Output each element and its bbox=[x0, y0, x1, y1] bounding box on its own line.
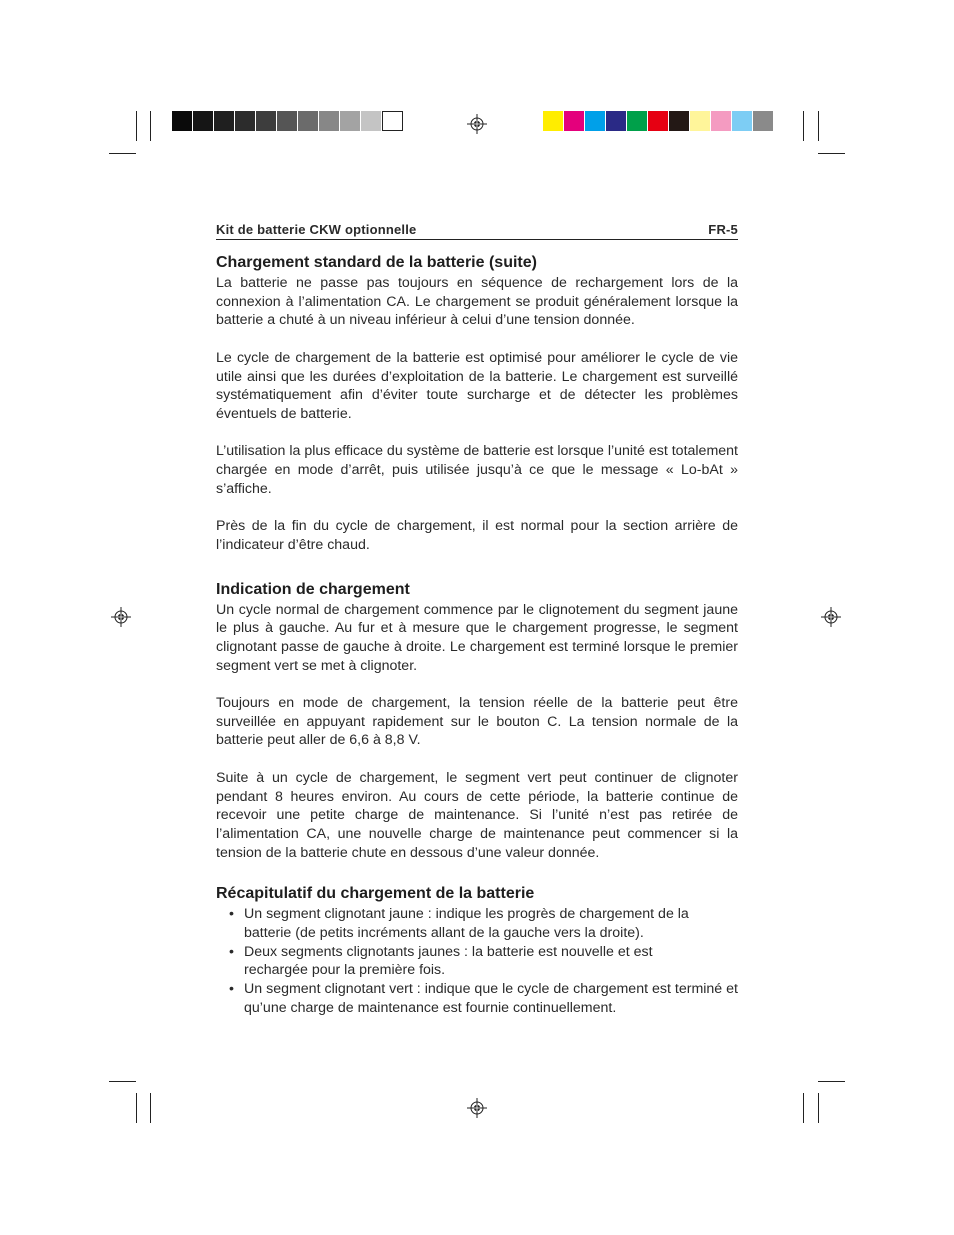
grayscale-swatch bbox=[193, 111, 214, 131]
paragraph: L’utilisation la plus efficace du système de batterie est lorsque l’unité est totalement chargée en mode d’arrêt, puis utilisée jusqu’à ce que le message « Lo-bAt » s’affiche. bbox=[216, 443, 738, 497]
color-swatch bbox=[564, 111, 585, 131]
grayscale-swatch bbox=[382, 111, 403, 131]
paragraph: Un cycle normal de chargement commence par le clignotement du segment jaune le plus à gauche. Au fur et à mesure que le chargement progresse, le segment clignotant passe de gauche à droite. Le chargement est terminé lorsque le premier segment vert se met à clignoter. bbox=[216, 601, 738, 674]
crop-mark bbox=[803, 1093, 804, 1123]
registration-mark-icon bbox=[111, 607, 131, 627]
color-swatch bbox=[732, 111, 753, 131]
page-number: FR-5 bbox=[708, 222, 738, 237]
color-calibration-bar bbox=[543, 111, 774, 131]
grayscale-swatch bbox=[277, 111, 298, 131]
paragraph: Près de la fin du cycle de chargement, il est normal pour la section arrière de l’indicateur d’être chaud. bbox=[216, 518, 738, 553]
crop-mark bbox=[818, 153, 845, 154]
crop-mark bbox=[803, 111, 804, 141]
list-item: • Deux segments clignotants jaunes : la batterie est nouvelle et est rechargée pour la première fois. bbox=[216, 943, 738, 980]
running-header bbox=[216, 221, 738, 240]
crop-mark bbox=[818, 1093, 819, 1123]
section-heading: Récapitulatif du chargement de la batterie bbox=[216, 885, 535, 903]
grayscale-swatch bbox=[298, 111, 319, 131]
color-swatch bbox=[585, 111, 606, 131]
grayscale-swatch bbox=[256, 111, 277, 131]
paragraph: Toujours en mode de chargement, la tension réelle de la batterie peut être surveillée en appuyant rapidement sur le bouton C. La tension normale de la batterie peut aller de 6,6 à 8,8 V. bbox=[216, 695, 738, 749]
section-heading: Chargement standard de la batterie (suite) bbox=[216, 254, 537, 271]
grayscale-calibration-bar bbox=[172, 111, 403, 131]
grayscale-swatch bbox=[214, 111, 235, 131]
summary-list bbox=[216, 905, 738, 1017]
crop-mark bbox=[150, 111, 151, 141]
color-swatch bbox=[543, 111, 564, 131]
color-swatch bbox=[711, 111, 732, 131]
crop-mark bbox=[150, 1093, 151, 1123]
paragraph: Le cycle de chargement de la batterie est optimisé pour améliorer le cycle de vie utile ainsi que les durées d’exploitation de la batterie. Le chargement est surveillé systématiquement afin d’éviter toute surcharge et de détecter les problèmes éventuels de batterie. bbox=[216, 349, 738, 422]
paragraph: La batterie ne passe pas toujours en séquence de rechargement lors de la connexion à l’alimentation CA. Le chargement se produit généralement lorsque la batterie a chuté à un niveau inférieur à celui d’une tension donnée. bbox=[216, 275, 738, 329]
grayscale-swatch bbox=[340, 111, 361, 131]
color-swatch bbox=[669, 111, 690, 131]
grayscale-swatch bbox=[235, 111, 256, 131]
crop-mark bbox=[136, 1093, 137, 1123]
color-swatch bbox=[627, 111, 648, 131]
color-swatch bbox=[606, 111, 627, 131]
section-heading: Indication de chargement bbox=[216, 580, 410, 598]
color-swatch bbox=[648, 111, 669, 131]
crop-mark bbox=[136, 111, 137, 141]
registration-mark-icon bbox=[467, 1098, 487, 1118]
header-title: Kit de batterie CKW optionnelle bbox=[216, 222, 417, 237]
grayscale-swatch bbox=[172, 111, 193, 131]
crop-mark bbox=[818, 1081, 845, 1082]
crop-mark bbox=[109, 153, 136, 154]
crop-mark bbox=[818, 111, 819, 141]
grayscale-swatch bbox=[319, 111, 340, 131]
list-item: • Un segment clignotant vert : indique que le cycle de chargement est terminé et qu’une charge de maintenance est fournie continuellement. bbox=[216, 980, 738, 1017]
color-swatch bbox=[753, 111, 774, 131]
list-item: • Un segment clignotant jaune : indique les progrès de chargement de la batterie (de petits incréments allant de la gauche vers la droite). bbox=[216, 905, 738, 942]
grayscale-swatch bbox=[361, 111, 382, 131]
paragraph: Suite à un cycle de chargement, le segment vert peut continuer de clignoter pendant 8 heures environ. Au cours de cette période, la batterie continue de recevoir une petite charge de maintenance. Si l’unité n’est pas retirée de l’alimentation CA, une nouvelle charge de maintenance peut commencer si la tension de la batterie chute en dessous d’une valeur donnée. bbox=[216, 769, 738, 861]
registration-mark-icon bbox=[467, 114, 487, 134]
color-swatch bbox=[690, 111, 711, 131]
registration-mark-icon bbox=[821, 607, 841, 627]
page-content bbox=[216, 221, 738, 1018]
crop-mark bbox=[109, 1081, 136, 1082]
